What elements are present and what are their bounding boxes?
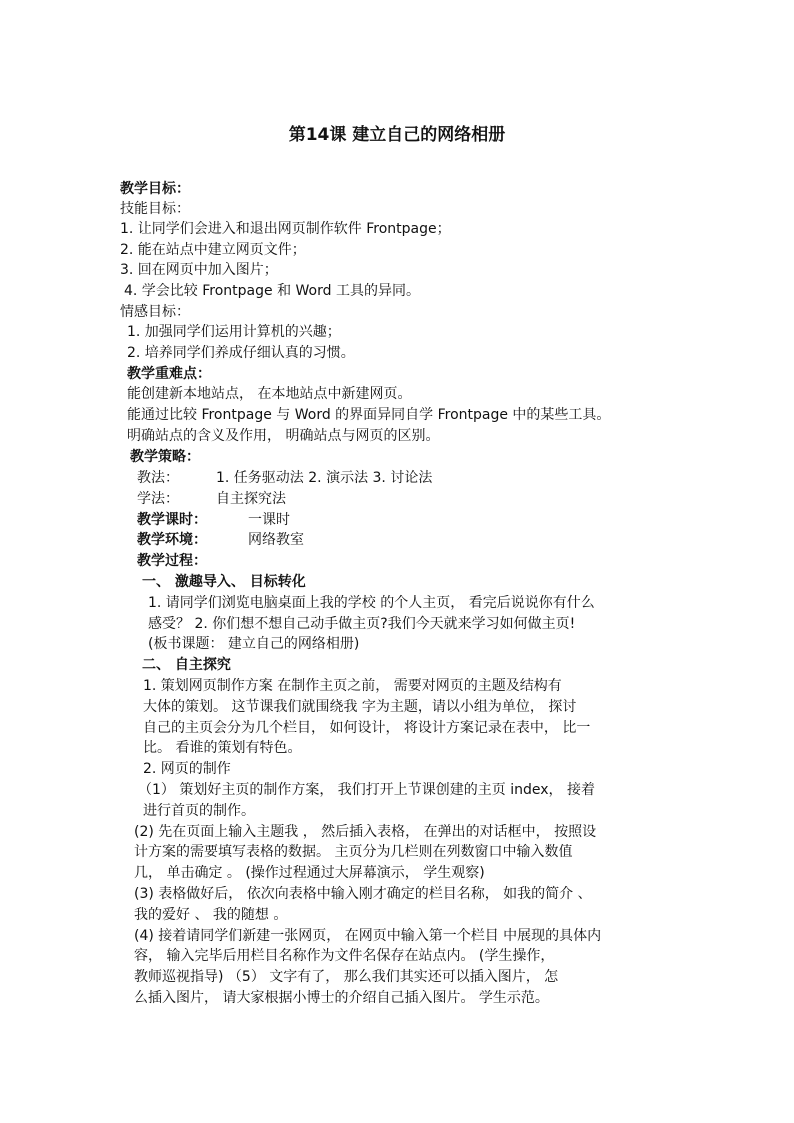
heading-strategy: 教学策略： (130, 449, 200, 465)
key-point-line: 能通过比较 Frontpage 与 Word 的界面异同自学 Frontpage 中的某些工具。 (127, 407, 611, 423)
class-hours-value: 一课时 (248, 512, 290, 528)
body-line: 1. 请同学们浏览电脑桌面上我的学校 的个人主页， 看完后说说你有什么 (148, 595, 595, 611)
body-line: 1. 策划网页制作方案 在制作主页之前， 需要对网页的主题及结构有 (143, 678, 562, 694)
heading-skill-goals: 技能目标： (120, 201, 190, 217)
emotion-goal-item: 2. 培养同学们养成仔细认真的习惯。 (127, 345, 355, 361)
body-line: 我的爱好 、 我的随想 。 (134, 907, 288, 923)
body-line: 大体的策划。 这节课我们就围绕我 字为主题，请以小组为单位， 探讨 (143, 699, 577, 715)
skill-goal-item: 3. 回在网页中加入图片； (120, 262, 278, 278)
body-line: 进行首页的制作。 (143, 803, 255, 819)
heading-process: 教学过程： (137, 553, 207, 569)
teaching-method-value: 1. 任务驱动法 2. 演示法 3. 讨论法 (216, 470, 433, 486)
body-line: 2. 网页的制作 (143, 761, 231, 777)
class-hours-label: 教学课时： (137, 512, 207, 528)
body-line: (板书课题： 建立自己的网络相册) (148, 636, 360, 652)
body-line: 容， 输入完毕后用栏目名称作为文件名保存在站点内。 (学生操作， (134, 948, 555, 964)
body-line: 教师巡视指导) （5） 文字有了， 那么我们其实还可以插入图片， 怎 (134, 969, 559, 985)
body-line: 计方案的需要填写表格的数据。 主页分为几栏则在列数窗口中输入数值 (134, 844, 573, 860)
learning-method-label: 学法： (137, 491, 179, 507)
environment-value: 网络教室 (248, 532, 304, 548)
skill-goal-item: 1. 让同学们会进入和退出网页制作软件 Frontpage； (120, 221, 451, 237)
emotion-goal-item: 1. 加强同学们运用计算机的兴趣； (127, 324, 341, 340)
lesson-title: 第14课 建立自己的网络相册 (288, 125, 506, 145)
heading-emotion-goals: 情感目标： (120, 304, 190, 320)
body-line: 几， 单击确定 。 (操作过程通过大屏幕演示， 学生观察) (134, 865, 485, 881)
teaching-method-label: 教法： (137, 470, 179, 486)
body-line: 比。 看谁的策划有特色。 (143, 740, 302, 756)
body-line: （1） 策划好主页的制作方案， 我们打开上节课创建的主页 index， 接着 (138, 782, 596, 798)
skill-goal-item: 4. 学会比较 Frontpage 和 Word 工具的异同。 (124, 283, 420, 299)
key-point-line: 能创建新本地站点， 在本地站点中新建网页。 (127, 386, 412, 402)
heading-teaching-goals: 教学目标： (120, 181, 190, 197)
body-line: 么插入图片， 请大家根据小博士的介绍自己插入图片。 学生示范。 (134, 990, 549, 1006)
section-two-heading: 二、 自主探究 (142, 657, 231, 673)
environment-label: 教学环境： (137, 532, 207, 548)
body-line: (3) 表格做好后， 依次向表格中输入刚才确定的栏目名称， 如我的简介 、 (134, 886, 592, 902)
skill-goal-item: 2. 能在站点中建立网页文件； (120, 242, 306, 258)
key-point-line: 明确站点的含义及作用， 明确站点与网页的区别。 (127, 428, 440, 444)
section-one-heading: 一、 激趣导入、 目标转化 (142, 574, 306, 590)
heading-key-points: 教学重难点： (127, 366, 211, 382)
learning-method-value: 自主探究法 (216, 491, 286, 507)
body-line: (2) 先在页面上输入主题我 ， 然后插入表格， 在弹出的对话框中， 按照设 (134, 824, 597, 840)
body-line: (4) 接着请同学们新建一张网页， 在网页中输入第一个栏目 中展现的具体内 (134, 928, 602, 944)
body-line: 自己的主页会分为几个栏目， 如何设计， 将设计方案记录在表中， 比一 (143, 720, 591, 736)
body-line: 感受？ 2. 你们想不想自己动手做主页?我们今天就来学习如何做主页! (148, 616, 576, 632)
